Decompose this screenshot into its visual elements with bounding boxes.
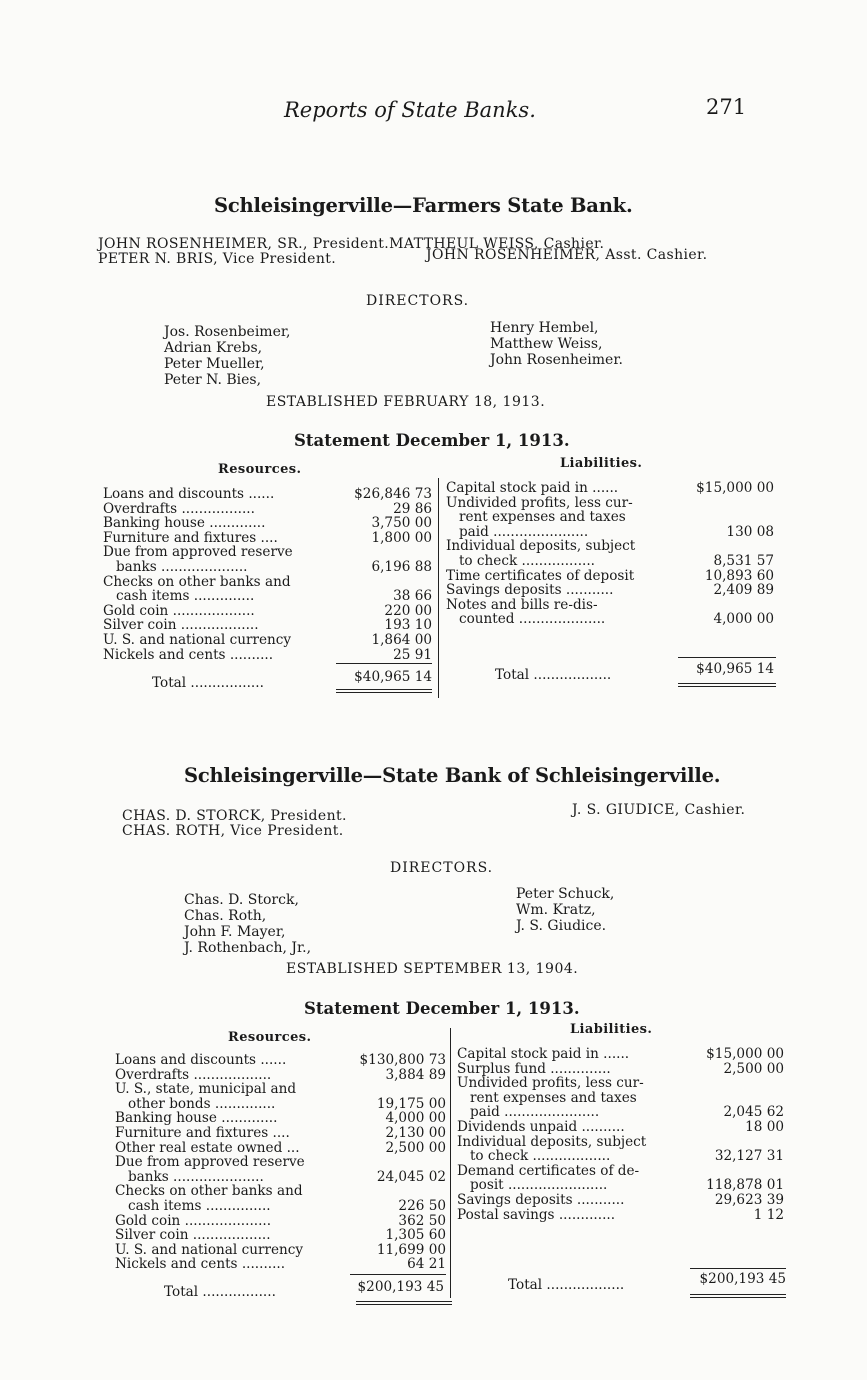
bank-1-established: ESTABLISHED FEBRUARY 18, 1913. <box>266 394 546 410</box>
bank-2-resources-double-rule-b <box>356 1304 452 1305</box>
bank-2-resource-row-label: Nickels and cents .......... <box>115 1256 286 1273</box>
bank-1-statement-heading: Statement December 1, 1913. <box>294 431 570 450</box>
bank-1-resources-heading: Resources. <box>218 462 302 477</box>
bank-2-liability-row-label: posit ....................... <box>457 1177 608 1194</box>
bank-2-resource-row-label: Checks on other banks and <box>115 1183 303 1200</box>
bank-1-resource-row-amount: $26,846 73 <box>354 486 432 502</box>
bank-2-resource-row-label: Overdrafts .................. <box>115 1066 272 1083</box>
bank-2-liability-row-amount: $15,000 00 <box>706 1046 784 1062</box>
bank-1-liabilities-total-rule <box>678 657 776 658</box>
bank-2-officer-2: CHAS. ROTH, Vice President. <box>122 823 344 839</box>
bank-2-resources-double-rule-a <box>356 1301 452 1302</box>
bank-2-liability-row-amount: 2,045 62 <box>723 1104 784 1121</box>
bank-2-liability-row-label: Capital stock paid in ...... <box>457 1046 630 1062</box>
bank-1-officer-2: PETER N. BRIS, Vice President. <box>98 251 337 267</box>
bank-2-statement-heading: Statement December 1, 1913. <box>304 999 580 1018</box>
bank-2-resource-row-amount: 24,045 02 <box>376 1168 446 1185</box>
bank-2-resource-row-label: Other real estate owned ... <box>115 1139 300 1156</box>
page-number: 271 <box>706 95 747 119</box>
bank-2-resource-row-label: cash items ............... <box>115 1198 271 1214</box>
bank-1-directors-right: Henry Hembel, Matthew Weiss, John Rosenheimer. <box>490 320 623 368</box>
bank-2-resource-row-amount: 19,175 00 <box>376 1095 446 1112</box>
bank-1-liability-row-amount: 4,000 00 <box>713 611 774 628</box>
bank-1-resource-row-label: banks .................... <box>103 559 248 575</box>
bank-1-resource-row-label: Silver coin .................. <box>103 617 259 634</box>
bank-2-liabilities-double-rule-a <box>690 1294 786 1295</box>
bank-1-resource-row-label: Gold coin ................... <box>103 602 255 619</box>
bank-2-directors-left: Chas. D. Storck, Chas. Roth, John F. Mayer, J. Rothenbach, Jr., <box>184 892 312 956</box>
bank-1-officer-1: JOHN ROSENHEIMER, SR., President.MATTHEUL WEISS, Cashier. <box>98 236 605 252</box>
bank-1-resource-row-amount: 6,196 88 <box>371 559 432 575</box>
bank-2-established: ESTABLISHED SEPTEMBER 13, 1904. <box>286 961 579 977</box>
bank-2-liability-row-label: Demand certificates of de- <box>457 1162 640 1179</box>
bank-1-resource-row-amount: 1,800 00 <box>371 529 432 546</box>
bank-2-liability-row-label: paid ...................... <box>457 1104 600 1121</box>
bank-1-resource-row-amount: 1,864 00 <box>371 632 432 648</box>
bank-2-liability-row-label: Undivided profits, less cur- <box>457 1075 644 1092</box>
bank-2-liability-row-label: Surplus fund .............. <box>457 1060 611 1077</box>
bank-2-resource-row-amount: 11,699 00 <box>376 1241 446 1258</box>
bank-2-liabilities-total-amount: $200,193 45 <box>699 1271 786 1287</box>
bank-1-resources-total-rule <box>336 663 432 664</box>
bank-1-liability-row-label: Time certificates of deposit <box>446 567 635 584</box>
bank-1-liabilities-double-rule-b <box>678 686 776 687</box>
bank-1-resource-row-label: U. S. and national currency <box>103 632 292 648</box>
bank-2-liability-row-label: rent expenses and taxes <box>457 1089 637 1106</box>
bank-1-resources-double-rule-b <box>336 692 432 693</box>
bank-2-liabilities-total-label: Total .................. <box>508 1277 625 1293</box>
bank-2-liability-row-amount: 2,500 00 <box>723 1060 784 1077</box>
running-title: Reports of State Banks. <box>284 98 536 122</box>
bank-1-liability-row-amount: 2,409 89 <box>713 582 774 599</box>
bank-1-title: Schleisingerville—Farmers State Bank. <box>214 194 633 217</box>
bank-2-resource-row-amount: 2,500 00 <box>385 1139 446 1156</box>
bank-2-liability-row-amount: 29,623 39 <box>714 1192 784 1208</box>
bank-2-resource-row-amount: 4,000 00 <box>385 1110 446 1127</box>
bank-1-liability-row-amount: $15,000 00 <box>696 480 774 496</box>
bank-2-resources-total-rule <box>350 1274 446 1275</box>
bank-1-liability-row-label: Savings deposits ........... <box>446 582 614 599</box>
bank-1-liabilities-double-rule-a <box>678 683 776 684</box>
bank-2-resource-row-label: U. S. and national currency <box>115 1241 304 1258</box>
bank-1-liability-row-label: Capital stock paid in ...... <box>446 480 619 496</box>
bank-2-resources-total-amount: $200,193 45 <box>357 1279 444 1295</box>
bank-1-liability-row-label: to check ................. <box>446 553 595 569</box>
bank-2-resource-row-label: Due from approved reserve <box>115 1154 305 1171</box>
bank-2-liability-row-label: Savings deposits ........... <box>457 1192 625 1208</box>
bank-2-resource-row-label: Silver coin .................. <box>115 1227 271 1244</box>
bank-1-officer-3: JOHN ROSENHEIMER, Asst. Cashier. <box>426 247 708 263</box>
bank-1-resource-row-label: Due from approved reserve <box>103 544 293 561</box>
bank-2-title: Schleisingerville—State Bank of Schleisingerville. <box>184 764 721 787</box>
bank-2-resource-row-amount: $130,800 73 <box>359 1052 446 1068</box>
bank-1-liability-row-label: counted .................... <box>446 611 606 628</box>
bank-2-resource-row-amount: 64 21 <box>407 1256 446 1273</box>
bank-1-directors-heading: DIRECTORS. <box>366 293 470 309</box>
bank-2-resource-row-label: U. S., state, municipal and <box>115 1081 297 1098</box>
bank-1-liabilities-total-label: Total .................. <box>495 667 612 683</box>
bank-2-resource-row-amount: 3,884 89 <box>385 1066 446 1083</box>
bank-1-liabilities-heading: Liabilities. <box>560 456 643 471</box>
bank-1-resource-row-amount: 220 00 <box>384 602 432 619</box>
bank-1-column-divider <box>438 478 439 698</box>
bank-2-resource-row-label: Loans and discounts ...... <box>115 1052 287 1068</box>
bank-2-officer-1: CHAS. D. STORCK, President. <box>122 808 347 824</box>
bank-1-liability-row-amount: 10,893 60 <box>704 567 774 584</box>
bank-2-resource-row-amount: 362 50 <box>398 1212 446 1229</box>
bank-2-resources-heading: Resources. <box>228 1030 312 1045</box>
bank-1-resources-total-amount: $40,965 14 <box>354 669 432 685</box>
bank-1-resources-total-label: Total ................. <box>152 675 264 691</box>
bank-2-officer-3: J. S. GIUDICE, Cashier. <box>572 802 746 818</box>
bank-1-resource-row-label: cash items .............. <box>103 588 255 605</box>
bank-2-liabilities-heading: Liabilities. <box>570 1022 653 1037</box>
bank-1-liability-row-label: Individual deposits, subject <box>446 538 636 555</box>
bank-2-resource-row-label: other bonds .............. <box>115 1095 276 1112</box>
bank-2-resources-total-label: Total ................. <box>164 1284 276 1300</box>
bank-2-directors-right: Peter Schuck, Wm. Kratz, J. S. Giudice. <box>516 886 615 934</box>
bank-1-resource-row-label: Banking house ............. <box>103 515 266 532</box>
bank-1-liability-row-label: Undivided profits, less cur- <box>446 494 633 511</box>
bank-2-resource-row-amount: 226 50 <box>398 1198 446 1214</box>
bank-2-liability-row-amount: 118,878 01 <box>706 1177 784 1194</box>
bank-2-resource-row-label: Furniture and fixtures .... <box>115 1125 290 1141</box>
bank-2-liability-row-amount: 18 00 <box>745 1119 784 1135</box>
bank-2-liability-row-label: Individual deposits, subject <box>457 1133 647 1150</box>
bank-1-resource-row-amount: 38 66 <box>393 588 432 605</box>
bank-1-resources-double-rule-a <box>336 689 432 690</box>
bank-1-resource-row-label: Furniture and fixtures .... <box>103 529 278 546</box>
bank-1-resource-row-amount: 193 10 <box>384 617 432 634</box>
bank-2-resource-row-label: Banking house ............. <box>115 1110 278 1127</box>
bank-1-directors-left: Jos. Rosenbeimer, Adrian Krebs, Peter Mueller, Peter N. Bies, <box>164 324 291 388</box>
bank-1-resource-row-label: Loans and discounts ...... <box>103 486 275 502</box>
bank-2-liability-row-amount: 32,127 31 <box>714 1148 784 1165</box>
bank-1-liability-row-label: rent expenses and taxes <box>446 509 626 526</box>
bank-1-resource-row-label: Overdrafts ................. <box>103 500 255 517</box>
bank-1-resource-row-label: Checks on other banks and <box>103 573 291 590</box>
bank-2-resource-row-label: Gold coin .................... <box>115 1212 272 1229</box>
bank-2-liabilities-double-rule-b <box>690 1297 786 1298</box>
bank-1-liability-row-amount: 130 08 <box>726 523 774 540</box>
bank-2-directors-heading: DIRECTORS. <box>390 860 494 876</box>
bank-1-resource-row-amount: 3,750 00 <box>371 515 432 532</box>
bank-1-resource-row-amount: 29 86 <box>393 500 432 517</box>
bank-1-resource-row-amount: 25 91 <box>393 646 432 663</box>
bank-2-resource-row-label: banks ..................... <box>115 1168 264 1185</box>
bank-2-resource-row-amount: 1,305 60 <box>385 1227 446 1244</box>
bank-1-resource-row-label: Nickels and cents .......... <box>103 646 274 663</box>
bank-2-column-divider <box>450 1028 451 1298</box>
bank-2-liabilities-total-rule <box>690 1268 786 1269</box>
bank-2-resource-row-amount: 2,130 00 <box>385 1125 446 1141</box>
bank-2-liability-row-label: Postal savings ............. <box>457 1206 616 1223</box>
bank-2-liability-row-label: Dividends unpaid .......... <box>457 1119 625 1135</box>
bank-1-liabilities-total-amount: $40,965 14 <box>696 661 774 677</box>
bank-2-liability-row-amount: 1 12 <box>753 1206 784 1223</box>
bank-1-liability-row-amount: 8,531 57 <box>713 553 774 569</box>
bank-1-liability-row-label: paid ...................... <box>446 523 589 540</box>
bank-2-liability-row-label: to check .................. <box>457 1148 611 1165</box>
bank-1-liability-row-label: Notes and bills re-dis- <box>446 596 598 613</box>
